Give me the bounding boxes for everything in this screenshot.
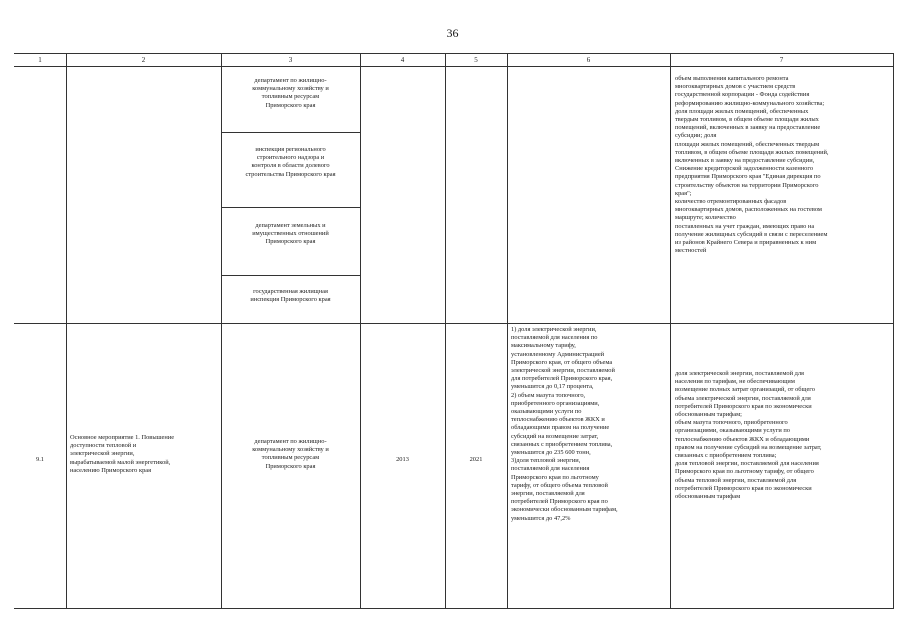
header-bottom-border	[14, 66, 894, 67]
expected-results: 1) доля электрической энергии, поставляемой для населения по максимальному тарифу, установленному Администрацией Приморского края, от общего объема электрической энергии, поставляемой для потребителей Приморского края, уменьшится до 0,17 процента, 2) объем мазута топочного, приобретенного организациями, оказывающими услуги по теплоснабжению объектов ЖКХ и обладающими правом на получение субсидий на возмещение затрат, связанных с приобретением топлива, уменьшится до 235 600 тонн, 3)доля тепловой энергии, поставляемой для населения Приморского края по льготному тарифу, от общего объема тепловой энергии, поставляемой для потребителей Приморского края по экономически обоснованным тарифам, уменьшится до 47,2%	[511, 326, 618, 522]
subcell-divider	[221, 275, 360, 276]
row-number: 9.1	[36, 456, 44, 463]
column-divider	[360, 53, 361, 608]
executor-cell: департамент земельных и имущественных отношений Приморского края	[252, 222, 329, 246]
header-col-2: 2	[141, 56, 146, 64]
end-year: 2021	[469, 456, 483, 463]
table-top-border	[14, 53, 894, 54]
row-separator	[14, 323, 894, 324]
subcell-divider	[221, 132, 360, 133]
column-divider	[221, 53, 222, 608]
executor-cell: департамент по жилищно- коммунальному хозяйству и топливным ресурсам Приморского края	[252, 77, 329, 109]
header-col-6: 6	[586, 56, 591, 64]
activity-name: Основное мероприятие 1. Повышение доступности тепловой и электрической энергии, вырабатываемой малой энергетикой, населению Приморского края	[70, 434, 175, 474]
header-col-3: 3	[288, 56, 293, 64]
table-bottom-border	[14, 608, 894, 609]
column-divider	[670, 53, 671, 608]
column-divider	[445, 53, 446, 608]
indicators-cell: объем выполнения капитального ремонта многоквартирных домов с участием средств государственной корпорации - Фонда содействия реформированию жилищно-коммунального хозяйства; доля площади жилых помещений, обеспеченных твердым топливом, в общем объеме площади жилых помещений, включенных в заявку на предоставление субсидии; доля площади жилых помещений, обеспеченных твердым топливом, в общем объеме площади жилых помещений, включенных в заявку на предоставление субсидии, Снижение кредиторской задолженности казенного предприятия Приморского края "Единая дирекция по строительству объектов на территории Приморского края"; количество отремонтированных фасадов многоквартирных домов, расположенных на гостевом маршруте; количество поставленных на учет граждан, имеющих право на получение жилищных субсидий в связи с переселением из районов Крайнего Севера и приравненных к ним местностей	[675, 75, 829, 255]
executor-cell: инспекция регионального строительного надзора и контроля в области долевого строительства Приморского края	[245, 146, 336, 178]
header-col-7: 7	[779, 56, 784, 64]
column-divider	[507, 53, 508, 608]
executor-cell: государственная жилищная инспекция Приморского края	[250, 288, 331, 304]
start-year: 2013	[396, 456, 409, 463]
header-col-1: 1	[38, 56, 42, 64]
subcell-divider	[221, 207, 360, 208]
executor-cell: департамент по жилищно- коммунальному хозяйству и топливным ресурсам Приморского края	[252, 438, 329, 470]
page-number: 36	[446, 26, 459, 40]
indicators-cell: доля электрической энергии, поставляемой для населения по тарифам, не обеспечивающим возмещение полных затрат организаций, от общего объема электрической энергии, поставляемой для потребителей Приморского края по экономически обоснованным тарифам; объем мазута топочного, приобретенного организациями, оказывающими услуги по теплоснабжению объектов ЖКХ и обладающими правом на получение субсидий на возмещение затрат, связанных с приобретением топлива; доля тепловой энергии, поставляемой для населения Приморского края по льготному тарифу, от общего объема тепловой энергии, поставляемой для потребителей Приморского края по экономически обоснованным тарифам	[675, 370, 822, 501]
table-right-border	[893, 53, 894, 608]
header-col-4: 4	[400, 56, 405, 64]
header-col-5: 5	[474, 56, 478, 64]
column-divider	[66, 53, 67, 608]
